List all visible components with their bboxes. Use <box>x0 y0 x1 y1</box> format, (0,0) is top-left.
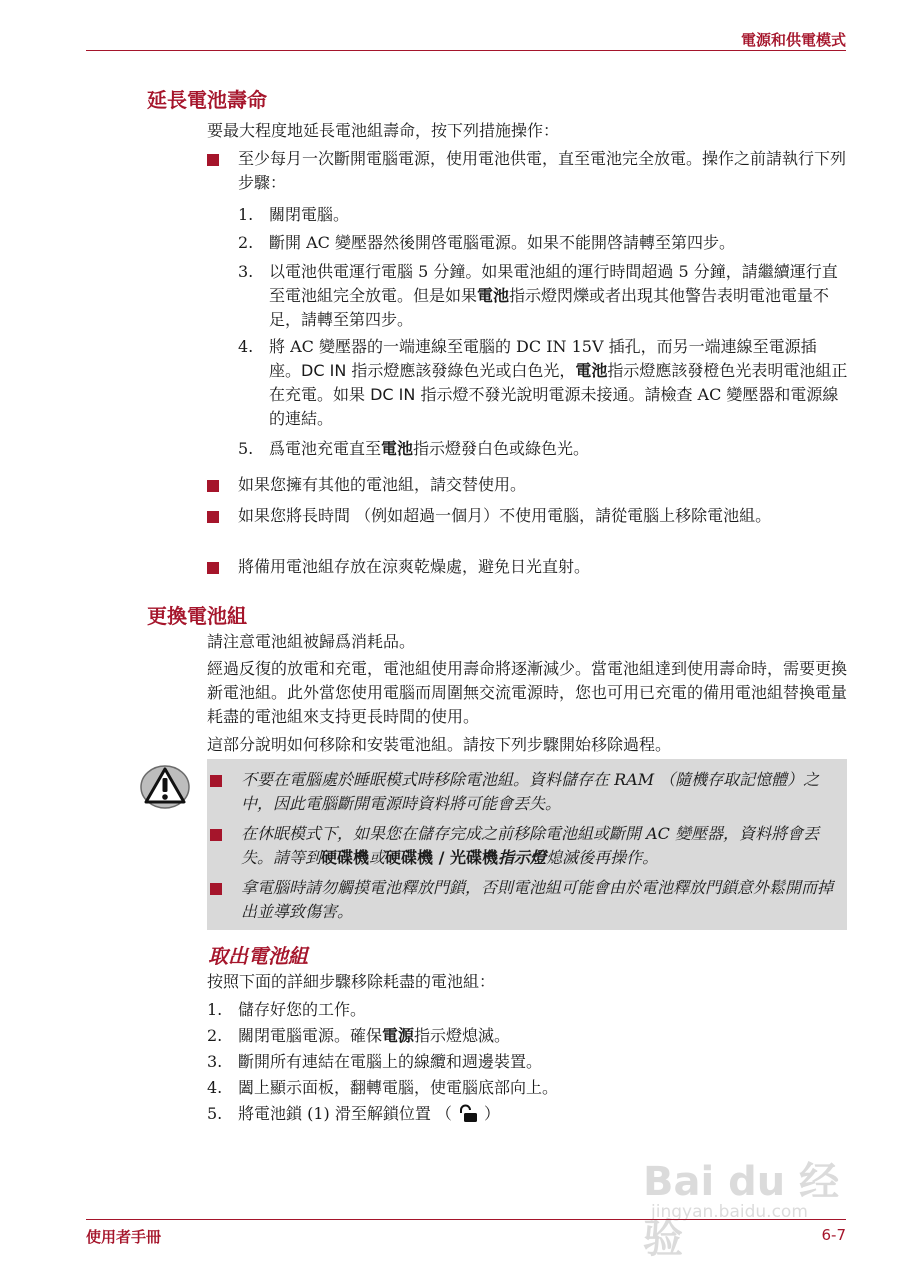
bullet-text: 至少每月一次斷開電腦電源，使用電池供電，直至電池完全放電。操作之前請執行下列步驟： <box>238 149 847 192</box>
step-number: 3. <box>207 1052 223 1071</box>
header-title: 電源和供電模式 <box>740 31 846 49</box>
section3-intro: 按照下面的詳細步驟移除耗盡的電池組： <box>207 972 496 991</box>
step-number: 1. <box>238 205 254 224</box>
step-text: 將電池鎖 (1) 滑至解鎖位置 （ ） <box>238 1104 500 1123</box>
footer-rule <box>86 1219 846 1220</box>
bullet-text: 如果您擁有其他的電池組，請交替使用。 <box>238 475 527 494</box>
bullet-square-icon <box>210 829 222 841</box>
paragraph: 這部分說明如何移除和安裝電池組。請按下列步驟開始移除過程。 <box>207 735 672 754</box>
step-text: 斷開 AC 變壓器然後開啓電腦電源。如果不能開啓請轉至第四步。 <box>269 233 735 252</box>
unlock-icon <box>458 1103 478 1123</box>
warning-text: 不要在電腦處於睡眠模式時移除電池組。資料儲存在 RAM （隨機存取記憶體）之中，因此電腦斷開電源時資料將可能會丟失。 <box>241 770 820 813</box>
bullet-square-icon <box>207 511 219 523</box>
bullet-square-icon <box>207 480 219 492</box>
step-text: 關閉電腦。 <box>269 205 350 224</box>
section-heading-remove-battery: 取出電池組 <box>208 944 308 968</box>
paragraph: 請注意電池組被歸爲消耗品。 <box>207 632 416 651</box>
step-number: 2. <box>238 233 254 252</box>
step-text: 關閉電腦電源。確保電源指示燈熄滅。 <box>238 1026 511 1045</box>
bullet-square-icon <box>210 883 222 895</box>
page-number: 6-7 <box>821 1226 846 1244</box>
step-text: 斷開所有連結在電腦上的線纜和週邊裝置。 <box>238 1052 543 1071</box>
watermark-url: jingyan.baidu.com <box>651 1202 808 1222</box>
step-number: 5. <box>207 1104 223 1123</box>
warning-text: 拿電腦時請勿觸摸電池釋放門鎖，否則電池組可能會由於電池釋放門鎖意外鬆開而掉出並導致傷害。 <box>241 878 834 921</box>
bullet-text: 如果您將長時間 （例如超過一個月）不使用電腦，請從電腦上移除電池組。 <box>238 506 772 525</box>
warning-text: 在休眠模式下，如果您在儲存完成之前移除電池組或斷開 AC 變壓器，資料將會丟失。請等到硬碟機或硬碟機 / 光碟機指示燈熄滅後再操作。 <box>241 824 819 867</box>
step-text: 將 AC 變壓器的一端連線至電腦的 DC IN 15V 插孔，而另一端連線至電源插座。DC IN 指示燈應該發綠色光或白色光，電池指示燈應該發橙色光表明電池組正在充電。如果 DC IN 指示燈不發光說明電源未接通。請檢查 AC 變壓器和電源線的連結。 <box>269 337 848 428</box>
step-text: 以電池供電運行電腦 5 分鐘。如果電池組的運行時間超過 5 分鐘，請繼續運行直至電池組完全放電。但是如果電池指示燈閃爍或者出現其他警告表明電池電量不足，請轉至第四步。 <box>269 262 838 329</box>
warning-triangle-icon <box>140 764 190 810</box>
step-number: 3. <box>238 262 254 281</box>
battery-indicator-label: 電池 <box>477 286 510 305</box>
section-heading-replace-battery: 更換電池組 <box>147 604 247 628</box>
bullet-square-icon <box>210 775 222 787</box>
step-number: 4. <box>207 1078 223 1097</box>
watermark-logo-text: Bai du 经验 <box>643 1159 840 1262</box>
footer-manual-title: 使用者手冊 <box>86 1228 162 1246</box>
paragraph: 經過反復的放電和充電，電池組使用壽命將逐漸減少。當電池組達到使用壽命時，需要更換新電池組。此外當您使用電腦而周圍無交流電源時，您也可用已充電的備用電池組替換電量耗盡的電池組來支持更長時間的使用。 <box>207 659 848 726</box>
step-text: 闔上顯示面板，翻轉電腦，使電腦底部向上。 <box>238 1078 559 1097</box>
bullet-square-icon <box>207 154 219 166</box>
step-text: 儲存好您的工作。 <box>238 1000 367 1019</box>
section-heading-extend-battery-life: 延長電池壽命 <box>147 88 267 112</box>
header-rule <box>86 50 846 51</box>
step-number: 2. <box>207 1026 223 1045</box>
step-number: 1. <box>207 1000 223 1019</box>
bullet-square-icon <box>207 562 219 574</box>
bullet-text: 將備用電池組存放在涼爽乾燥處，避免日光直射。 <box>238 557 591 576</box>
section1-intro: 要最大程度地延長電池組壽命，按下列措施操作： <box>207 121 560 140</box>
step-text: 爲電池充電直至電池指示燈發白色或綠色光。 <box>269 439 590 458</box>
step-number: 4. <box>238 337 254 356</box>
step-number: 5. <box>238 439 254 458</box>
